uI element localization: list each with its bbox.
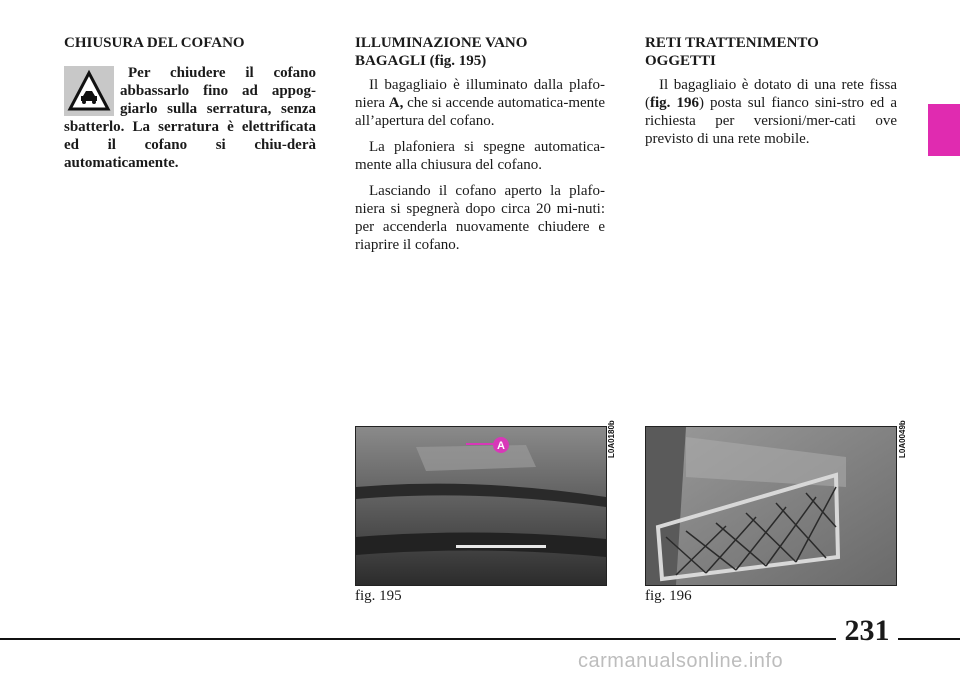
figure-code: L0A0049b <box>898 420 907 458</box>
heading-line: ILLUMINAZIONE VANO <box>355 35 528 51</box>
figure-196-photo <box>645 426 897 586</box>
bold-run: fig. 196 <box>650 95 699 111</box>
figure-caption: fig. 195 <box>355 588 402 604</box>
text-run: ) posta sul fianco sini-stro ed a richiesta per versioni/mer-cati ove previsto di una rete mobile. <box>645 95 897 147</box>
text-run: Il bagagliaio è illuminato dalla plafo-niera <box>355 77 605 111</box>
section-heading: CHIUSURA DEL COFANO <box>64 35 245 51</box>
section-color-tab <box>928 104 960 156</box>
warning-block <box>64 64 316 172</box>
footer-rule <box>0 638 960 640</box>
column-luggage-light <box>355 34 605 262</box>
figure-195-photo <box>355 426 607 586</box>
bold-run: A, <box>388 95 404 111</box>
figure-caption: fig. 196 <box>645 588 692 604</box>
column-hood-closing <box>64 34 316 172</box>
text-run: Il bagagliaio è dotato di una rete fissa ( <box>645 77 897 111</box>
column-nets <box>645 34 897 156</box>
paragraph <box>355 76 605 130</box>
page-number: 231 <box>836 614 898 648</box>
heading-line: BAGAGLI (fig. 195) <box>355 53 487 69</box>
figure-marker-label: A <box>497 440 505 452</box>
heading-line: OGGETTI <box>645 53 716 69</box>
section-heading <box>645 34 897 70</box>
paragraph: Lasciando il cofano aperto la plafo-niera si spegnerà dopo circa 20 mi-nuti: per accenderla nuovamente chiudere e riaprire il cofano. <box>355 183 605 253</box>
car-warning-triangle-icon <box>64 66 114 116</box>
paragraph: La plafoniera si spegne automatica-mente alla chiusura del cofano. <box>355 139 605 173</box>
warning-lead: Per chiudere il cofano abbassarlo fino ad appog-giarlo sulla serratura, <box>120 65 316 117</box>
paragraph <box>645 76 897 148</box>
figure-code: L0A0180b <box>607 420 616 458</box>
section-heading <box>355 34 605 70</box>
watermark: carmanualsonline.info <box>578 650 784 672</box>
warning-rest: senza sbatterlo. La serratura è elettrificata ed il cofano si chiu-derà automaticamente. <box>64 101 316 171</box>
heading-line: RETI TRATTENIMENTO <box>645 35 819 51</box>
text-run: che si accende automatica-mente all’apertura del cofano. <box>355 95 605 129</box>
